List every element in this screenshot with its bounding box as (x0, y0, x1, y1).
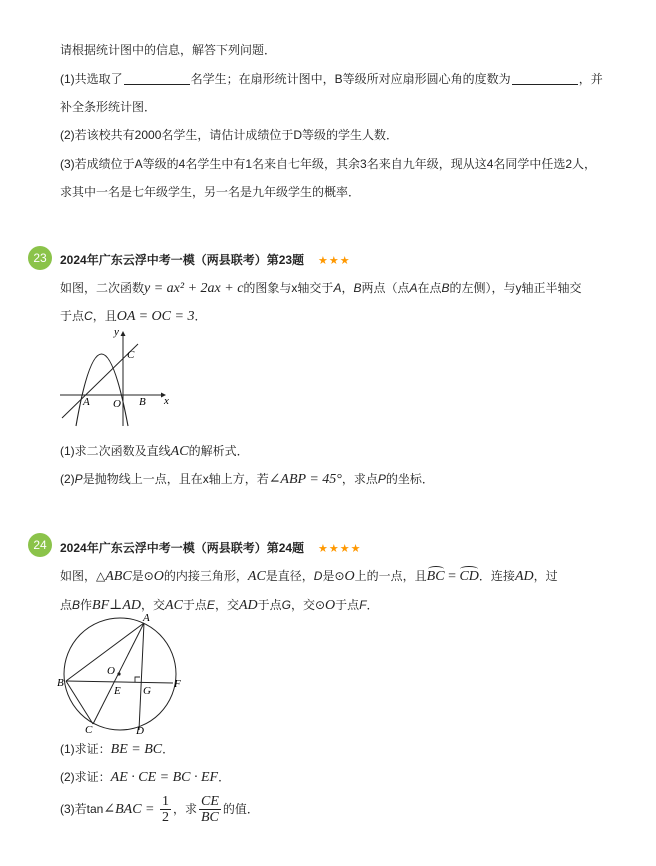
intro-line: 请根据统计图中的信息，解答下列问题． (60, 43, 277, 57)
var: G (281, 598, 291, 612)
text: 于点 (182, 598, 207, 612)
equation: O (325, 598, 336, 613)
answer-blank-angle[interactable] (512, 72, 578, 85)
fraction-numerator: CE (201, 794, 219, 810)
var: C (84, 309, 93, 323)
equation: AC (247, 569, 266, 584)
text: 的图象与x轴交于 (243, 281, 334, 295)
equation: AC (165, 598, 183, 613)
equation: AC (170, 444, 189, 459)
question-3-line2: 求其中一名是七年级学生，另一名是九年级学生的概率． (60, 185, 361, 199)
label-c: C (127, 349, 135, 361)
p24-question-2 (60, 769, 230, 786)
equation: BF (92, 598, 110, 613)
label-b: B (57, 677, 64, 689)
question-1 (60, 71, 603, 87)
text: 是⊙ (131, 569, 154, 583)
fraction-numerator: 1 (161, 794, 169, 810)
p24-stem-line1 (60, 568, 558, 585)
label-e: E (114, 685, 121, 697)
question-1-cont: 补全条形统计图． (60, 100, 157, 114)
p24-question-3 (60, 792, 259, 827)
text: 是抛物线上一点，且在x轴上方，若 (82, 472, 269, 486)
y-axis-arrow-icon (121, 331, 126, 336)
text: ， (341, 281, 354, 295)
equation: AD (238, 598, 258, 613)
text: (1)求二次函数及直线 (60, 444, 171, 458)
text: 在点 (417, 281, 442, 295)
text: 是⊙ (322, 569, 345, 583)
fraction-ce-bc (199, 794, 221, 825)
problem-title-text: 2024年广东云浮中考一模（两县联考）第23题 (60, 253, 305, 267)
arc-cd: CD (459, 569, 479, 584)
circle-figure (56, 614, 186, 738)
label-g: G (143, 685, 151, 697)
right-angle-mark (135, 677, 140, 682)
text: ． (194, 309, 207, 323)
text: (2)求证： (60, 770, 111, 784)
text: 的解析式． (188, 444, 249, 458)
var: A (333, 281, 342, 295)
q1-text-a: (1)共选取了 (60, 72, 123, 86)
text: 是直径， (265, 569, 314, 583)
text: 的值． (222, 802, 259, 816)
equals: = (444, 569, 460, 584)
p23-question-2 (60, 471, 434, 488)
p24-stem-line2 (60, 597, 379, 614)
text: 于点 (335, 598, 360, 612)
equation: ∠ABP = 45° (268, 472, 342, 487)
var: B (353, 281, 362, 295)
label-c: C (85, 724, 93, 736)
text: 作 (80, 598, 93, 612)
label-o: O (107, 665, 115, 677)
equation: ABC (105, 569, 132, 584)
var: B (441, 281, 450, 295)
fraction-denominator: BC (201, 810, 219, 826)
text: 的坐标． (385, 472, 434, 486)
segment-ab (66, 623, 144, 681)
text: 如图，二次函数 (60, 281, 145, 295)
var: E (206, 598, 215, 612)
text: ． (218, 770, 231, 784)
parabola-figure (58, 322, 176, 432)
segment-ad (139, 623, 144, 730)
text: (1)求证： (60, 742, 111, 756)
center-dot (117, 672, 120, 675)
label-d: D (136, 725, 144, 737)
label-b: B (139, 396, 146, 408)
text: 两点（点 (361, 281, 410, 295)
text: 上的一点，且 (354, 569, 427, 583)
text: ．连接 (478, 569, 515, 583)
equation: O (344, 569, 355, 584)
problem-number-badge: 24 (28, 533, 52, 557)
q1-text-b: 名学生；在扇形统计图中，B等级所对应扇形圆心角的度数为 (190, 72, 511, 86)
label-f: F (174, 678, 181, 690)
problem-title-text: 2024年广东云浮中考一模（两县联考）第24题 (60, 541, 305, 555)
label-x: x (164, 395, 169, 407)
text: ，求点 (341, 472, 378, 486)
segment-bc (66, 681, 93, 724)
equation: AD (122, 598, 141, 613)
text: 如图，△ (60, 569, 106, 583)
var: B (72, 598, 81, 612)
var: P (74, 472, 83, 486)
text: 的左侧），与y轴正半轴交 (449, 281, 582, 295)
difficulty-stars: ★★★★ (318, 543, 362, 555)
equation: AD (514, 569, 534, 584)
p23-question-1 (60, 443, 249, 460)
text: ，交⊙ (290, 598, 326, 612)
var: F (359, 598, 367, 612)
equation: ∠BAC = (103, 802, 158, 817)
p23-stem-line1 (60, 280, 582, 297)
text: ，过 (533, 569, 558, 583)
var: A (409, 281, 418, 295)
question-2: (2)若该校共有2000名学生，请估计成绩位于D等级的学生人数． (60, 128, 399, 142)
problem-title (60, 252, 351, 269)
var: P (377, 472, 386, 486)
text: ，交 (214, 598, 239, 612)
fraction-denominator: 2 (161, 810, 169, 826)
answer-blank-count[interactable] (124, 72, 190, 85)
equation: AE · CE = BC · EF (110, 770, 219, 785)
parabola-curve (76, 354, 128, 426)
equation: BE = BC (110, 742, 163, 757)
label-a: A (83, 396, 90, 408)
equation: y = ax² + 2ax + c (144, 281, 244, 296)
text: ，求 (172, 802, 197, 816)
label-y: y (114, 326, 119, 338)
question-3-line1: (3)若成绩位于A等级的4名学生中有1名来自七年级，其余3名来自九年级，现从这4名同学中任选2人， (60, 157, 597, 171)
text: (3)若tan (60, 802, 104, 816)
difficulty-stars: ★★★ (318, 255, 351, 267)
text: ． (366, 598, 379, 612)
q1-text-c: ，并 (578, 72, 603, 86)
fraction-one-half (160, 794, 171, 825)
text: ． (162, 742, 175, 756)
label-o: O (113, 398, 121, 410)
label-a: A (143, 614, 150, 624)
text: 于点 (60, 309, 85, 323)
var: D (313, 569, 323, 583)
equation: OA = OC = 3 (116, 309, 195, 324)
p24-question-1 (60, 741, 174, 758)
segment-bf (66, 681, 173, 683)
text: 点 (60, 598, 73, 612)
text: ，交 (141, 598, 166, 612)
text: (2) (60, 472, 75, 486)
text: 的内接三角形， (163, 569, 248, 583)
problem-number-badge: 23 (28, 246, 52, 270)
perp-symbol: ⊥ (109, 598, 123, 613)
arc-bc: BC (426, 569, 445, 584)
problem-title (60, 540, 362, 557)
equation: O (153, 569, 164, 584)
text: ，且 (92, 309, 117, 323)
text: 于点 (257, 598, 282, 612)
